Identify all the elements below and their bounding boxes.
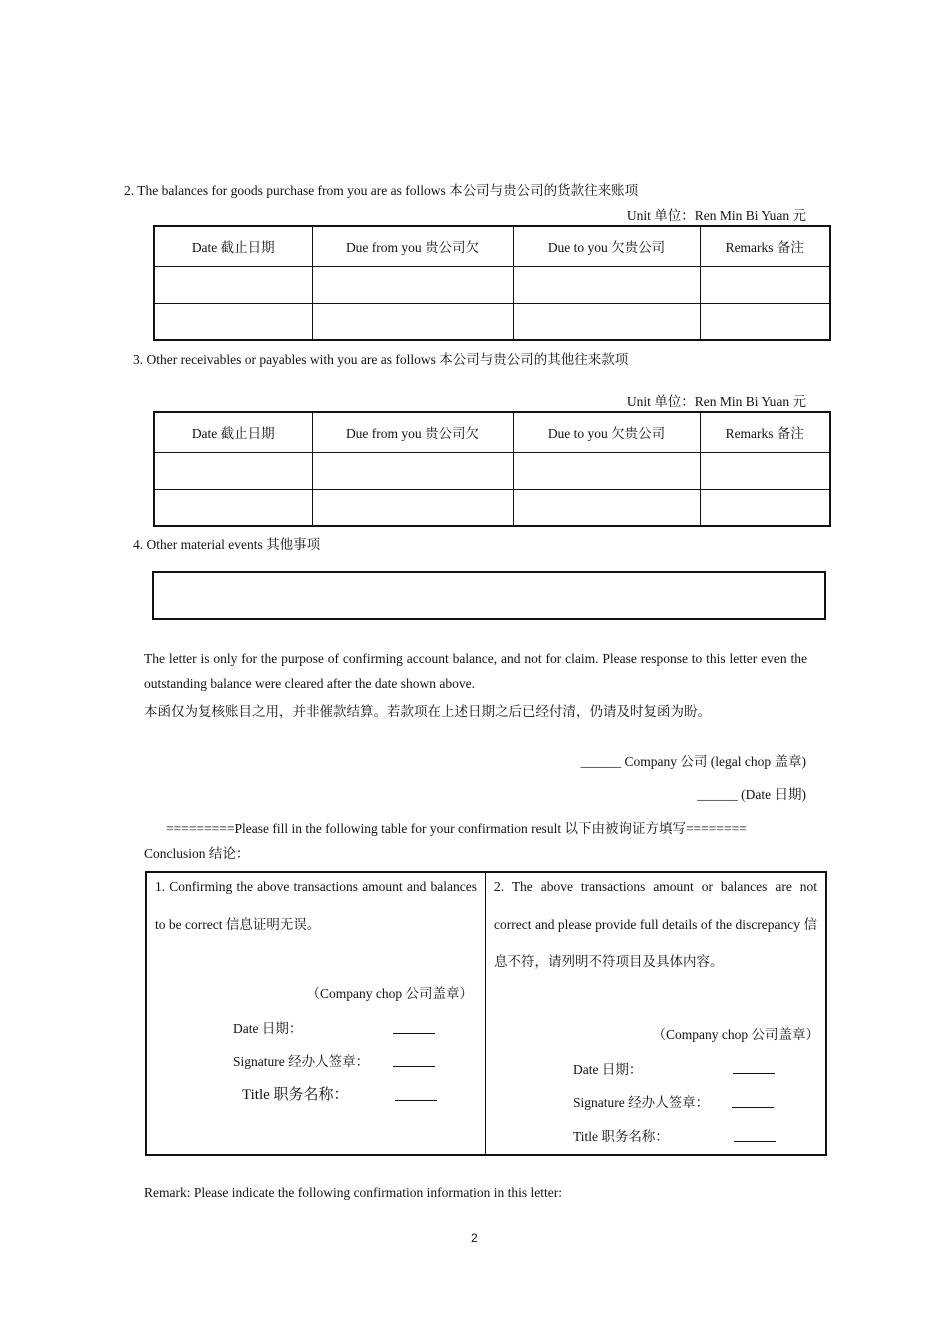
table-cell[interactable] [700, 303, 830, 340]
page-number: 2 [471, 1231, 478, 1245]
header-due-from: Due from you 贵公司欠 [312, 226, 513, 266]
signature-blank[interactable] [732, 1095, 774, 1108]
section-3-unit: Unit 单位：Ren Min Bi Yuan 元 [626, 394, 806, 409]
table-row [154, 489, 830, 526]
date-label: Date 日期： [573, 1062, 643, 1077]
confirm-correct-cell[interactable] [147, 873, 486, 1154]
conclusion-label: Conclusion 结论： [144, 846, 250, 861]
table-header-row [154, 226, 830, 266]
header-remarks: Remarks 备注 [700, 226, 830, 266]
date-blank[interactable] [393, 1021, 435, 1034]
table-row [154, 303, 830, 340]
conclusion-table [145, 871, 827, 1156]
signature-label: Signature 经办人签章： [573, 1095, 710, 1110]
section-3-heading: 3. Other receivables or payables with you are as follows 本公司与贵公司的其他往来款项 [133, 352, 629, 367]
table-cell[interactable] [312, 489, 513, 526]
header-due-to: Due to you 欠贵公司 [513, 412, 700, 452]
other-events-box[interactable] [152, 571, 826, 620]
goods-balance-table [153, 225, 831, 341]
table-cell[interactable] [513, 452, 700, 489]
table-cell[interactable] [513, 303, 700, 340]
confirm-correct-text: 1. Confirming the above transactions amount and balances to be correct 信息证明无误。 [155, 879, 477, 932]
table-cell[interactable] [700, 489, 830, 526]
header-due-to: Due to you 欠贵公司 [513, 226, 700, 266]
header-date: Date 截止日期 [154, 412, 312, 452]
title-blank[interactable] [395, 1088, 437, 1101]
title-blank[interactable] [734, 1129, 776, 1142]
table-cell[interactable] [154, 452, 312, 489]
remark: Remark: Please indicate the following confirmation information in this letter: [144, 1185, 563, 1200]
other-balance-table [153, 411, 831, 527]
company-chop-label: （Company chop 公司盖章） [306, 986, 473, 1001]
company-chop-line: ______ Company 公司 (legal chop 盖章) [580, 754, 806, 769]
notice-cn: 本函仅为复核账目之用，并非催款结算。若款项在上述日期之后已经付清，仍请及时复函为盼。 [144, 704, 711, 719]
table-cell[interactable] [700, 266, 830, 303]
date-line: ______ (Date 日期) [697, 787, 806, 802]
confirm-incorrect-cell[interactable] [486, 873, 825, 1154]
confirm-incorrect-text: 2. The above transactions amount or balances are not correct and please provide full details of the discrepancy 信息不符，请列明不符项目及具体内容。 [494, 879, 817, 969]
header-date: Date 截止日期 [154, 226, 312, 266]
table-cell[interactable] [154, 489, 312, 526]
table-cell[interactable] [312, 452, 513, 489]
section-2-unit: Unit 单位：Ren Min Bi Yuan 元 [626, 208, 806, 223]
notice-en: The letter is only for the purpose of confirming account balance, and not for claim. Please response to this letter even the outstanding balance were cleared after the date shown above. [144, 651, 807, 691]
company-chop-label: （Company chop 公司盖章） [652, 1027, 819, 1042]
section-2-heading: 2. The balances for goods purchase from you are as follows 本公司与贵公司的货款往来账项 [124, 183, 639, 198]
header-due-from: Due from you 贵公司欠 [312, 412, 513, 452]
table-cell[interactable] [513, 266, 700, 303]
title-label: Title 职务名称： [573, 1129, 669, 1144]
signature-blank[interactable] [393, 1054, 435, 1067]
table-cell[interactable] [312, 266, 513, 303]
signature-label: Signature 经办人签章： [233, 1054, 370, 1069]
table-row [154, 452, 830, 489]
title-label: Title 职务名称： [242, 1087, 349, 1103]
section-4-heading: 4. Other material events 其他事项 [133, 537, 321, 552]
table-cell[interactable] [312, 303, 513, 340]
header-remarks: Remarks 备注 [700, 412, 830, 452]
table-cell[interactable] [154, 266, 312, 303]
date-blank[interactable] [733, 1061, 775, 1074]
table-cell[interactable] [513, 489, 700, 526]
table-cell[interactable] [154, 303, 312, 340]
date-label: Date 日期： [233, 1021, 303, 1036]
table-row [154, 266, 830, 303]
table-cell[interactable] [700, 452, 830, 489]
table-header-row [154, 412, 830, 452]
fill-instruction: =========Please fill in the following table for your confirmation result 以下由被询证方填写======== [166, 821, 747, 836]
